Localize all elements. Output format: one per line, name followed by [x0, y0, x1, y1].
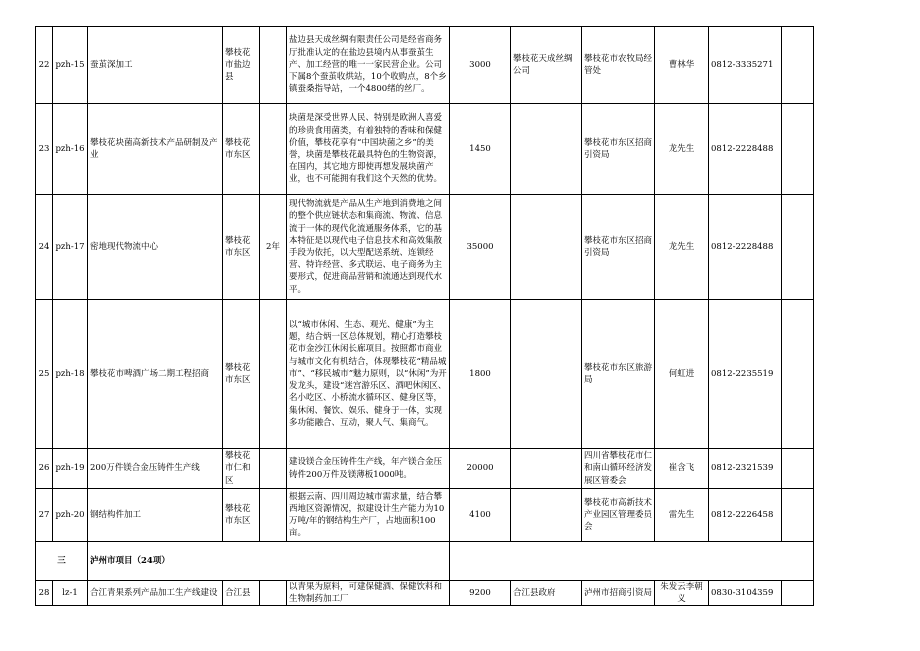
project-owner: 攀枝花天成丝绸公司: [511, 27, 582, 104]
row-number: 24: [36, 195, 53, 300]
project-location: 攀枝花市东区: [223, 195, 260, 300]
project-table: [35, 26, 814, 606]
project-investment: 1450: [450, 104, 511, 195]
project-code: pzh-19: [53, 449, 88, 489]
table-row: [36, 104, 814, 195]
project-code: pzh-20: [53, 489, 88, 542]
row-number: 28: [36, 581, 53, 606]
project-location: 合江县: [223, 581, 260, 606]
contact-person: 崔含飞: [655, 449, 709, 489]
contact-phone: 0812-2235519: [709, 300, 782, 449]
contact-person: 何虹进: [655, 300, 709, 449]
project-investment: 35000: [450, 195, 511, 300]
row-number: 27: [36, 489, 53, 542]
project-agency: 攀枝花市东区招商引资局: [582, 104, 655, 195]
project-code: lz-1: [53, 581, 88, 606]
project-agency: 攀枝花市高新技术产业园区管理委员会: [582, 489, 655, 542]
project-period: [260, 581, 287, 606]
project-description: 以“城市休闲、生态、观光、健康”为主题，结合炳一区总体规划，精心打造攀枝花市金沙江休闲长廊项目。按照都市商业与城市文化有机结合，体现攀枝花“精品城市”、“移民城市”魅力原则，以“休闲”为开发龙头，建设“迷宫游乐区、酒吧休闲区、名小吃区、小桥流水循环区、健身区等，集休闲、餐饮、娱乐、健身于一体，实现多功能融合、互动，聚人气、集商气。: [287, 300, 450, 449]
project-location: 攀枝花市东区: [223, 489, 260, 542]
project-code: pzh-17: [53, 195, 88, 300]
project-owner: [511, 195, 582, 300]
section-header-row: [36, 542, 814, 581]
contact-phone: 0812-2228488: [709, 104, 782, 195]
project-owner: [511, 489, 582, 542]
table-row: [36, 195, 814, 300]
section-title: 泸州市项目（24项）: [88, 542, 450, 581]
project-description: 根据云南、四川周边城市需求量，结合攀西地区资源情况，拟建设计生产能力为10万吨/年的钢结构生产厂，占地面积100亩。: [287, 489, 450, 542]
project-owner: [511, 300, 582, 449]
contact-person: 曹林华: [655, 27, 709, 104]
contact-person: 龙先生: [655, 195, 709, 300]
contact-person: 雷先生: [655, 489, 709, 542]
project-description: 以青果为原料，可建保健酒、保健饮料和生物制药加工厂: [287, 581, 450, 606]
empty-cell: [782, 104, 814, 195]
project-owner: 合江县政府: [511, 581, 582, 606]
project-code: pzh-15: [53, 27, 88, 104]
project-investment: 20000: [450, 449, 511, 489]
contact-phone: 0830-3104359: [709, 581, 782, 606]
empty-cell: [782, 195, 814, 300]
project-name: 200万件镁合金压铸件生产线: [88, 449, 223, 489]
project-agency: 泸州市招商引资局: [582, 581, 655, 606]
project-agency: 攀枝花市东区旅游局: [582, 300, 655, 449]
project-location: 攀枝花市东区: [223, 300, 260, 449]
project-agency: 攀枝花市农牧局经管处: [582, 27, 655, 104]
project-agency: 攀枝花市东区招商引资局: [582, 195, 655, 300]
table-row: [36, 581, 814, 606]
project-period: 2年: [260, 195, 287, 300]
project-owner: [511, 449, 582, 489]
row-number: 22: [36, 27, 53, 104]
project-investment: 9200: [450, 581, 511, 606]
contact-phone: 0812-2228488: [709, 195, 782, 300]
project-name: 攀枝花市啤酒广场二期工程招商: [88, 300, 223, 449]
table-row: [36, 489, 814, 542]
project-period: [260, 27, 287, 104]
contact-phone: 0812-2321539: [709, 449, 782, 489]
empty-cell: [782, 300, 814, 449]
row-number: 25: [36, 300, 53, 449]
project-owner: [511, 104, 582, 195]
empty-cell: [782, 581, 814, 606]
project-code: pzh-16: [53, 104, 88, 195]
project-location: 攀枝花市盐边县: [223, 27, 260, 104]
project-period: [260, 449, 287, 489]
project-investment: 4100: [450, 489, 511, 542]
empty-cell: [782, 489, 814, 542]
contact-phone: 0812-2226458: [709, 489, 782, 542]
project-investment: 3000: [450, 27, 511, 104]
project-period: [260, 489, 287, 542]
project-description: 现代物流就是产品从生产地到消费地之间的整个供应链状态和集商流、物流、信息流于一体的现代化流通服务体系，它的基本特征是以现代电子信息技术和高效集散手段为依托，以大型配送系统、连锁经营、特许经营、多式联运、电子商务为主要形式，促进商品营销和流通达到现代水平。: [287, 195, 450, 300]
project-location: 攀枝花市东区: [223, 104, 260, 195]
contact-phone: 0812-3335271: [709, 27, 782, 104]
contact-person: 龙先生: [655, 104, 709, 195]
project-name: 密地现代物流中心: [88, 195, 223, 300]
project-name: 攀枝花块菌高新技术产品研制及产业: [88, 104, 223, 195]
project-name: 钢结构件加工: [88, 489, 223, 542]
empty-cell: [782, 27, 814, 104]
section-number: 三: [36, 542, 88, 581]
table-row: [36, 449, 814, 489]
row-number: 26: [36, 449, 53, 489]
table-body: [36, 27, 814, 606]
project-code: pzh-18: [53, 300, 88, 449]
project-description: 盐边县天成丝绸有限责任公司是经省商务厅批准认定的在盐边县境内从事蚕茧生产、加工经营的唯一一家民营企业。公司下属8个蚕茧收烘站，10个收购点，8个乡镇蚕桑指导站，一个4800绪的丝厂。: [287, 27, 450, 104]
table-row: [36, 300, 814, 449]
project-location: 攀枝花市仁和区: [223, 449, 260, 489]
section-blank: [450, 542, 814, 581]
project-name: 合江青果系列产品加工生产线建设: [88, 581, 223, 606]
empty-cell: [782, 449, 814, 489]
project-description: 块菌是深受世界人民、特别是欧洲人喜爱的珍贵食用菌类，有着独特的香味和保健价值，攀枝花享有“中国块菌之乡”的美誉，块菌是攀枝花最具特色的生物资源，在国内，其它地方即使再想发展块菌产业，也不可能拥有我们这个天然的优势。: [287, 104, 450, 195]
contact-person: 朱发云李朝义: [655, 581, 709, 606]
project-agency: 四川省攀枝花市仁和南山循环经济发展区管委会: [582, 449, 655, 489]
row-number: 23: [36, 104, 53, 195]
project-description: 建设镁合金压铸件生产线，年产镁合金压铸件200万件及镁薄板1000吨。: [287, 449, 450, 489]
project-period: [260, 300, 287, 449]
project-investment: 1800: [450, 300, 511, 449]
table-row: [36, 27, 814, 104]
project-name: 蚕茧深加工: [88, 27, 223, 104]
project-period: [260, 104, 287, 195]
